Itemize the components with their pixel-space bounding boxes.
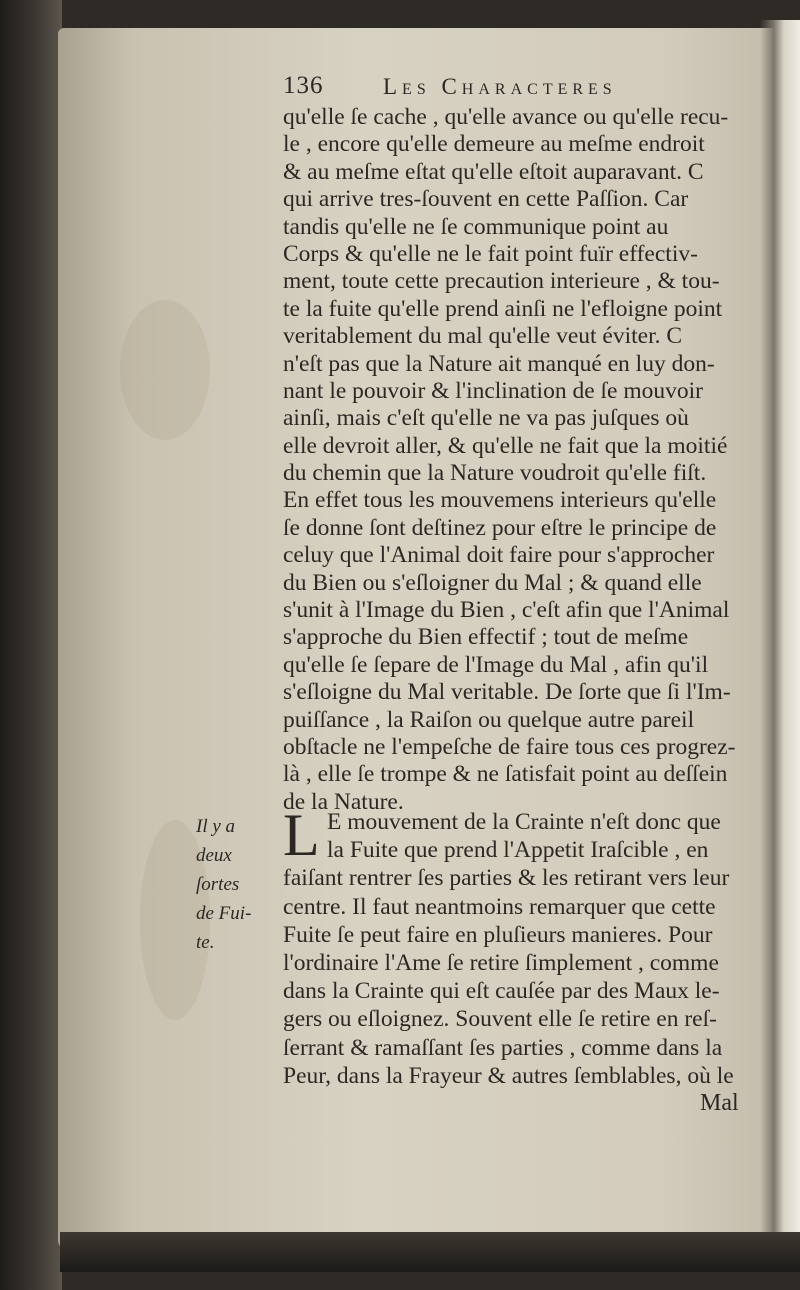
catchword: Mal <box>700 1090 739 1116</box>
text-line: s'eſloigne du Mal veritable. De ſorte que ſi l'Im- <box>283 679 731 706</box>
text-line: la Fuite que prend l'Appetit Iraſcible , en <box>327 837 709 864</box>
text-line: de Fui- <box>196 903 252 924</box>
book-binding <box>0 0 62 1290</box>
text-line: faiſant rentrer ſes parties & les retirant vers leur <box>283 865 730 892</box>
text-line: centre. Il faut neantmoins remarquer que cette <box>283 893 716 920</box>
text-line: nant le pouvoir & l'inclination de ſe mouvoir <box>283 377 703 404</box>
text-line: s'unit à l'Image du Bien , c'eſt afin que l'Animal <box>283 597 730 624</box>
text-line: Corps & qu'elle ne le fait point fuïr effectiv- <box>283 240 698 267</box>
text-line: ſortes <box>196 874 240 895</box>
text-line: ſe donne ſont deſtinez pour eſtre le principe de <box>283 514 717 541</box>
text-line: celuy que l'Animal doit faire pour s'approcher <box>283 542 715 569</box>
text-line: te la fuite qu'elle prend ainſi ne l'efloigne point <box>283 295 723 322</box>
text-line: En effet tous les mouvemens interieurs qu'elle <box>283 487 717 514</box>
text-line: ment, toute cette precaution interieure , & tou- <box>283 268 720 295</box>
text-line: qu'elle ſe cache , qu'elle avance ou qu'elle recu- <box>283 104 729 130</box>
drop-cap: L <box>283 802 320 868</box>
paper-stain <box>120 300 210 440</box>
text-line: ſerrant & ramaſſant ſes parties , comme dans la <box>283 1034 723 1061</box>
margin-note <box>196 812 276 957</box>
running-title: Les Characteres <box>383 74 617 99</box>
text-line: Il y a <box>196 816 236 837</box>
text-line: s'approche du Bien effectif ; tout de meſme <box>283 624 689 651</box>
text-line: tandis qu'elle ne ſe communique point au <box>283 213 669 240</box>
text-line: n'eſt pas que la Nature ait manqué en luy don- <box>283 350 715 377</box>
page-bottom-shadow <box>60 1232 800 1272</box>
text-line: du chemin que la Nature voudroit qu'elle fiſt. <box>283 460 707 487</box>
running-header <box>283 72 723 108</box>
text-line: qu'elle ſe ſepare de l'Image du Mal , afin qu'il <box>283 651 709 678</box>
text-line: là , elle ſe trompe & ne ſatisfait point au deſſein <box>283 761 728 788</box>
text-line: veritablement du mal qu'elle veut éviter. C <box>283 323 683 350</box>
text-line: qui arrive tres-ſouvent en cette Paſſion. Car <box>283 186 689 213</box>
text-line: E mouvement de la Crainte n'eſt donc que <box>327 809 721 835</box>
text-line: ainſi, mais c'eſt qu'elle ne va pas juſques où <box>283 405 689 432</box>
text-line: l'ordinaire l'Ame ſe retire ſimplement , comme <box>283 949 719 976</box>
text-line: elle devroit aller, & qu'elle ne fait que la moitié <box>283 432 728 459</box>
text-line: puiſſance , la Raiſon ou quelque autre pareil <box>283 706 695 733</box>
page-edge <box>760 20 800 1260</box>
text-line: de la Nature. <box>283 788 404 815</box>
paragraph-1 <box>283 104 753 816</box>
text-line: obſtacle ne l'empeſche de faire tous ces progrez- <box>283 733 736 760</box>
text-line: du Bien ou s'eſloigner du Mal ; & quand elle <box>283 569 702 596</box>
text-line: deux <box>196 845 232 866</box>
paragraph-2 <box>283 802 753 1090</box>
text-line: dans la Crainte qui eſt cauſée par des Maux le- <box>283 978 720 1005</box>
text-line: gers ou eſloignez. Souvent elle ſe retire en reſ- <box>283 1006 717 1033</box>
text-line: le , encore qu'elle demeure au meſme endroit <box>283 131 705 158</box>
text-line: & au meſme eſtat qu'elle eſtoit auparavant. C <box>283 158 704 185</box>
text-line: Fuite ſe peut faire en pluſieurs manieres. Pour <box>283 921 713 948</box>
page-number: 136 <box>283 72 324 99</box>
text-line: Peur, dans la Frayeur & autres ſemblables, où le <box>283 1062 734 1089</box>
text-line: te. <box>196 932 215 953</box>
